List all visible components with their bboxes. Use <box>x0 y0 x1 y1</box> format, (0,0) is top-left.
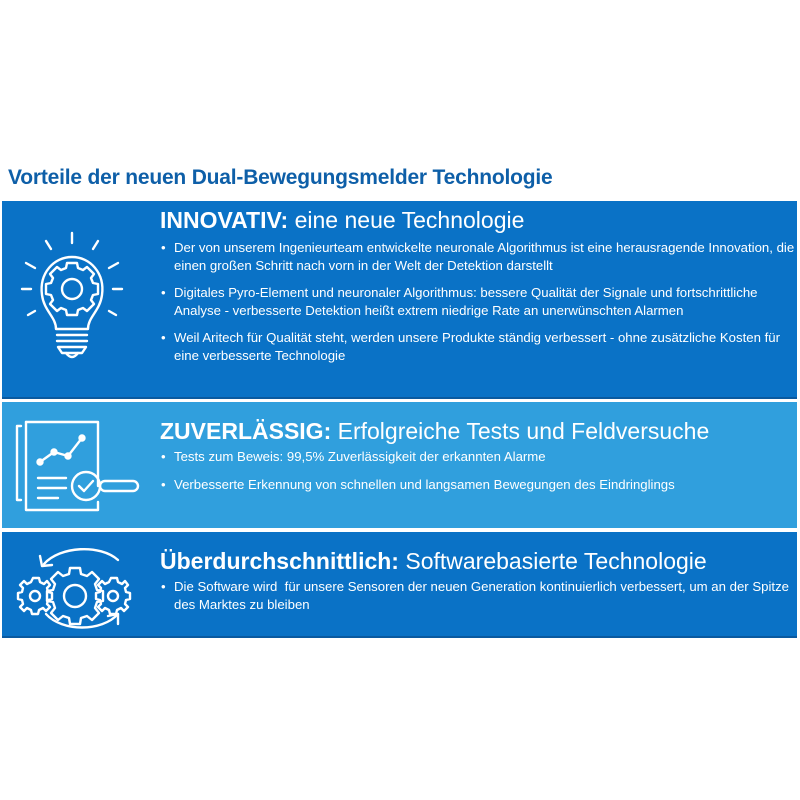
section-innovativ <box>2 201 797 399</box>
page-title: Vorteile der neuen Dual-Bewegungsmelder Technologie <box>8 166 553 189</box>
gears-cycle-icon <box>10 538 150 641</box>
list-item: • Weil Aritech für Qualität steht, werden unsere Produkte ständig verbessert - ohne zusätzliche Kosten für eine verbesserte Technologie <box>160 329 795 365</box>
section-ueberdurchschnittlich <box>2 532 797 638</box>
list-item: • Die Software wird für unsere Sensoren der neuen Generation kontinuierlich verbessert, um an der Spitze des Marktes zu bleiben <box>160 578 795 614</box>
lightbulb-gear-icon <box>10 225 140 370</box>
heading-subtitle: eine neue Technologie <box>288 207 525 233</box>
heading-keyword: INNOVATIV: <box>160 207 289 233</box>
heading-keyword: ZUVERLÄSSIG: <box>160 418 332 444</box>
section-heading <box>160 546 795 576</box>
section-zuverlaessig <box>2 402 797 528</box>
list-item: • Verbesserte Erkennung von schnellen und langsamen Bewegungen des Eindringlings <box>160 476 795 494</box>
bullet-list <box>160 239 795 365</box>
list-item: • Digitales Pyro-Element und neuronaler Algorithmus: bessere Qualität der Signale und fortschrittliche Analyse - verbesserte Detektion heißt extrem niedrige Rate an unerwünschten Alarmen <box>160 284 795 320</box>
list-item: • Der von unserem Ingenieurteam entwickelte neuronale Algorithmus ist eine herausragende Innovation, die einen großen Schritt nach vorn in der Welt der Detektion darstellt <box>160 239 795 275</box>
heading-keyword: Überdurchschnittlich: <box>160 548 399 574</box>
heading-subtitle: Erfolgreiche Tests und Feldversuche <box>331 418 710 444</box>
section-heading <box>160 416 795 446</box>
list-item: • Tests zum Beweis: 99,5% Zuverlässigkeit der erkannten Alarme <box>160 448 795 466</box>
report-magnifier-check-icon <box>10 416 150 521</box>
bullet-list <box>160 448 795 494</box>
heading-subtitle: Softwarebasierte Technologie <box>398 548 707 574</box>
bullet-list <box>160 578 795 614</box>
section-heading <box>160 205 795 235</box>
